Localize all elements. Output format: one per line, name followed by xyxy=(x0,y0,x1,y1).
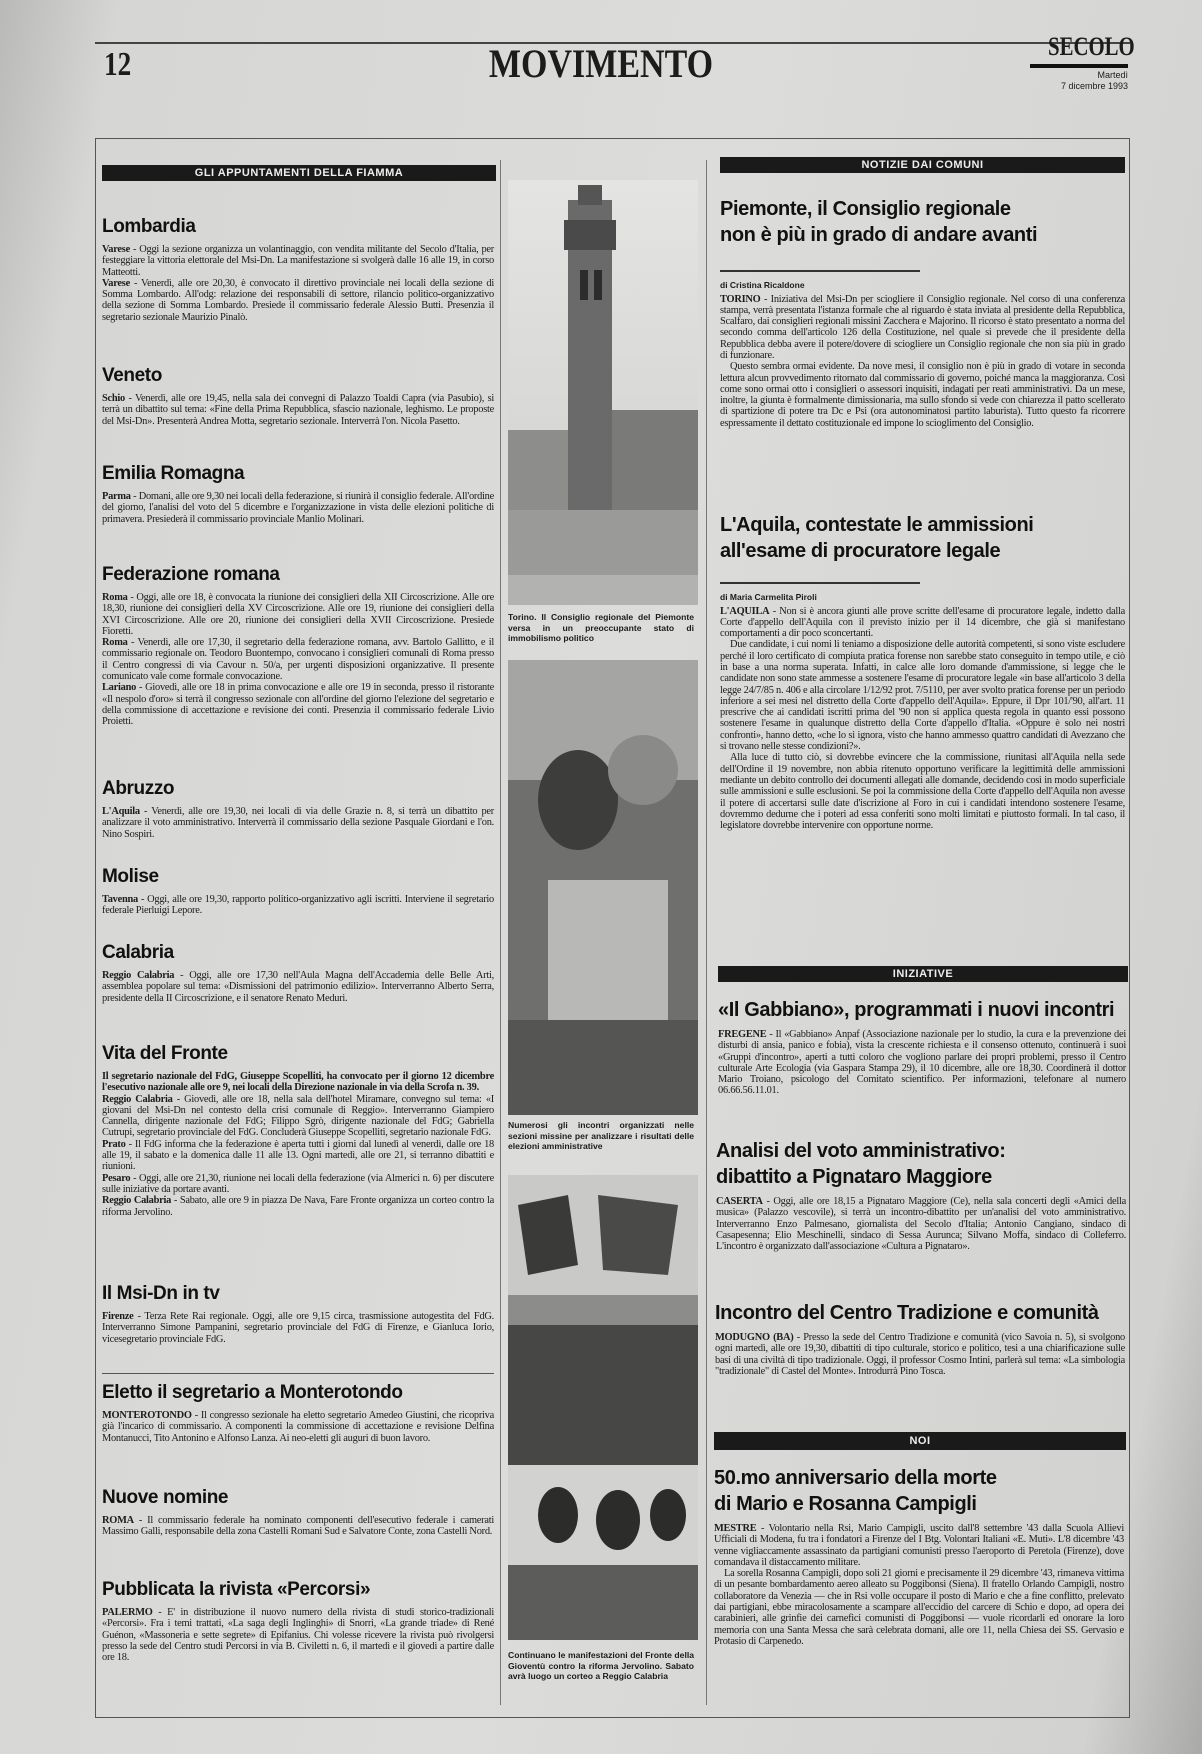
article-percorsi xyxy=(102,1579,494,1663)
paragraph-text: - Il congresso sezionale ha eletto segretario Amedeo Giustini, che ricopriva già l'incarico di commissario. A componenti la commissione di accettazione e revisione Delfina Montanucci, Tito Antonino e Alfonso Lanza. Ai neo-eletti gli auguri di buon lavoro. xyxy=(102,1410,494,1444)
article-calabria xyxy=(102,942,494,1004)
byline-rule xyxy=(720,582,920,584)
page-number: 12 xyxy=(104,46,132,83)
paragraph-text: - Il commissario federale ha nominato componenti dell'esecutivo federale i camerati Massimo Galli, responsabile della zona Castelli Romani Sud e Salvatore Conte, zona Castelli Nord. xyxy=(102,1515,494,1538)
photo-caption: Numerosi gli incontri organizzati nelle sezioni missine per analizzare i risultati delle elezioni amministrative xyxy=(508,1120,694,1151)
article-paragraph: Alla luce di tutto ciò, si dovrebbe evincere che la commissione, riunitasi all'Aquila nella sede dell'Ordine il 19 novembre, non abbia ritenuto opportuno verificare la legittimità delle ammissioni mediante un debito controllo dei documenti allegati alle domande, decidendo così in modo superficiale sulle ammissioni e sulle esclusioni. Se poi la commissione della Corte d'appello dell'Aquila non avesse il potere di accertarsi sulle date d'iscrizione al Foro in cui i candidati intendono sostenere l'esame, dovremmo dedurne che i poteri ad essa conferiti sono molti limitati e piuttosto formali. In tal caso, il legislatore dovrebbe intervenire con opportune norme. xyxy=(720,752,1125,832)
article-heading: Vita del Fronte xyxy=(102,1043,228,1064)
article-paragraph xyxy=(102,1139,494,1173)
paragraph-text: - E' in distribuzione il nuovo numero della rivista di studi storico-tradizionali «Percorsi». Fra i temi trattati, «La saga degli Inglinghi» di Snorri, «La grande triade» di René Guénon, «Massoneria e sette segrete» di Epifanius. Chi volesse ricevere la rivista può rivolgersi presso la sede del Centro studi Percorsi in via B. Civiletti n. 6, il martedì e il giovedì a partire dalle ore 18. xyxy=(102,1607,494,1664)
paragraph-text: - Venerdì, alle ore 20,30, è convocato il direttivo provinciale nei locali della sezione di Somma Lombardo. All'odg: relazione dei responsabili di settore, rilancio politico-organizzativo della sezione di Somma Lombardo. Presiede il commissario federale Alessio Butti. Presenzia il segretario sezionale Maurizio Pinalò. xyxy=(102,277,494,323)
paragraph-text: - Presso la sede del Centro Tradizione e comunità (vico Savoia n. 5), si svolgono ogni martedì, alle ore 19,30, dibattiti di tipo culturale, storico e politico, tesi a una chiarificazione sulle basi di una civiltà di tipo tradizionale. Oggi, il professor Cosmo Intini, parlerà sul tema: «La simbologia "tradizionale" di Castel del Monte». Introdurrà Pino Tosca. xyxy=(715,1332,1125,1377)
article-veneto xyxy=(102,365,494,427)
article-intro: Il segretario nazionale del FdG, Giuseppe Scopelliti, ha convocato per il giorno 12 dicembre l'esecutivo nazionale alle ore 9, nei locali della Direzione nazionale in via della Scrofa n. 39. xyxy=(102,1071,494,1094)
column-divider xyxy=(500,160,501,1705)
article-heading: Il Msi-Dn in tv xyxy=(102,1283,220,1304)
paragraph-text: - Volontario nella Rsi, Mario Campigli, uscito dall'8 settembre '43 dalla Scuola Allievi Ufficiali di Modena, fu tra i fondatori a Firenze del I Btg. Volontari Italiani «E. Muti». L'8 dicembre '43 venne vigliaccamente assassinato da partigiani comunisti presso l'aeroporto di Peretola (Firenze), dove comandava il distaccamento militare. xyxy=(714,1523,1124,1568)
article-monterotondo xyxy=(102,1382,494,1444)
photo-caption: Torino. Il Consiglio regionale del Piemonte versa in un preoccupante stato di immobilismo politico xyxy=(508,612,694,643)
article-paragraph xyxy=(716,1196,1126,1252)
article-nuove-nomine xyxy=(102,1487,494,1538)
photo-caption: Continuano le manifestazioni del Fronte della Gioventù contro la riforma Jervolino. Sabato avrà luogo un corteo a Reggio Calabria xyxy=(508,1650,694,1681)
logo-bar xyxy=(1030,64,1128,68)
place-lead: FREGENE xyxy=(718,1029,767,1040)
article-headline: «Il Gabbiano», programmati i nuovi incontri xyxy=(718,999,1115,1021)
newspaper-logo: SECOLO xyxy=(1048,32,1135,61)
paragraph-text: - Giovedì, alle ore 18, nella sala dell'hotel Miramare, convegno sul tema: «I giovani del Msi-Dn nel contesto della crisi comunale di Reggio». Interverranno Giampiero Cannella, dirigente nazionale del FdG; Filippo Sgrò, dirigente nazionale del FdG; Gabriella Cutrupi, segretario provinciale del FdG. Concluderà Giuseppe Scopelliti, segretario nazionale FdG. xyxy=(102,1093,494,1139)
place-lead: Reggio Calabria xyxy=(102,970,175,981)
article-paragraph xyxy=(102,682,494,727)
article-gabbiano xyxy=(718,997,1126,1097)
paragraph-text: - Oggi, alle ore 17,30 nell'Aula Magna dell'Accademia delle Belle Arti, assemblea popolare sul tema: «Dismissioni del patrimonio edilizio». Interverranno Alberto Serra, presidente della II Circoscrizione, e il senatore Renato Meduri. xyxy=(102,970,494,1004)
article-headline: 50.mo anniversario della morte di Mario e Rosanna Campigli xyxy=(714,1467,997,1515)
paragraph-text: - Venerdì, alle ore 17,30, il segretario della federazione romana, avv. Bartolo Gallitto, e il commissario regionale on. Teodoro Buontempo, convocano i consiglieri comunali di Roma presso il Centro congressi di via Cavour n. 50/a, per urgenti disposizioni organizzative. Il presente comunicato vale come formale convocazione. xyxy=(102,637,494,683)
section-divider xyxy=(102,1373,494,1374)
column-divider xyxy=(706,160,707,1705)
place-lead: Firenze xyxy=(102,1311,134,1322)
article-paragraph xyxy=(102,1515,494,1538)
article-paragraph xyxy=(718,1029,1126,1097)
place-lead: CASERTA xyxy=(716,1196,763,1207)
article-heading: Abruzzo xyxy=(102,778,175,799)
article-paragraph xyxy=(102,244,494,278)
photo-meeting xyxy=(508,660,698,1115)
article-heading: Molise xyxy=(102,866,159,887)
article-paragraph xyxy=(720,606,1125,640)
place-lead: Reggio Calabria xyxy=(102,1195,172,1207)
photo-torino-tower xyxy=(508,180,698,605)
place-lead: Lariano xyxy=(102,682,137,694)
place-lead: Roma xyxy=(102,637,128,649)
section-banner-appuntamenti: GLI APPUNTAMENTI DELLA FIAMMA xyxy=(102,165,496,181)
place-lead: ROMA xyxy=(102,1515,134,1526)
place-lead: MONTEROTONDO xyxy=(102,1410,192,1421)
article-campigli xyxy=(714,1465,1124,1647)
article-msi-dn-in-tv xyxy=(102,1283,494,1345)
paragraph-text: - Giovedì, alle ore 18 in prima convocazione e alle ore 19 in seconda, presso il ristorante «Il nespolo d'oro» si terrà il congresso sezionale con all'ordine del giorno l'elezione del segretario e della commissione di accettazione e revisione dei conti. Presenzia il commissario federale Livio Proietti. xyxy=(102,682,494,728)
place-lead: MODUGNO (BA) xyxy=(715,1332,794,1343)
article-paragraph xyxy=(714,1523,1124,1568)
paragraph-text: - Oggi la sezione organizza un volantinaggio, con vendita militante del Secolo d'Italia, per festeggiare la vittoria elettorale del Msi-Dn. La manifestazione si svolgerà dalle 16 alle 19, in corso Matteotti. xyxy=(102,244,494,278)
paragraph-text: - Il FdG informa che la federazione è aperta tutti i giorni dal lunedì al venerdì, dalle ore 18 alle 19, il sabato e la domenica dalle 11 alle 13. Ogni martedì, alle ore 21, si terranno dibattiti e riunioni. xyxy=(102,1138,494,1173)
article-paragraph xyxy=(715,1332,1125,1377)
article-analisi-voto xyxy=(716,1138,1126,1252)
place-lead: L'AQUILA xyxy=(720,605,770,617)
place-lead: PALERMO xyxy=(102,1607,153,1618)
section-title: MOVIMENTO xyxy=(488,41,714,86)
article-paragraph xyxy=(102,1173,494,1196)
section-banner-notizie: NOTIZIE DAI COMUNI xyxy=(720,157,1125,173)
article-molise xyxy=(102,866,494,917)
place-lead: Tavenna xyxy=(102,894,138,905)
issue-date xyxy=(1000,70,1128,92)
article-heading: Veneto xyxy=(102,365,162,386)
place-lead: Roma xyxy=(102,592,128,603)
article-headline: Analisi del voto amministrativo: dibattito a Pignataro Maggiore xyxy=(716,1140,1006,1188)
paragraph-text: - Oggi, alle ore 19,30, rapporto politico-organizzativo agli iscritti. Interviene il segretario federale Pierluigi Lepore. xyxy=(102,894,494,917)
place-lead: MESTRE xyxy=(714,1523,757,1534)
paragraph-text: - Oggi, alle ore 18,15 a Pignataro Maggiore (Ce), nella sala concerti degli «Amici della musica» (Palazzo vescovile), si terrà un incontro-dibattito per un'analisi del voto amministrativo. Interverranno Enzo Palmesano, giornalista del Secolo d'Italia; Antonio Cangiano, sindaco di Casapesenna; Elio Meschinelli, sindaco di Sessa Aurunca; Silvano Moffa, sindaco di Colleferro. L'incontro è organizzato dall'associazione «Cultura a Pignataro». xyxy=(716,1196,1126,1253)
article-paragraph xyxy=(102,637,494,682)
article-aquila xyxy=(720,512,1125,831)
section-banner-noi: NOI xyxy=(714,1432,1126,1450)
photo-demonstration xyxy=(508,1175,698,1640)
article-paragraph xyxy=(102,278,494,323)
date: 7 dicembre 1993 xyxy=(1060,81,1128,91)
article-headline: Piemonte, il Consiglio regionale non è più in grado di andare avanti xyxy=(720,198,1038,246)
place-lead: Reggio Calabria xyxy=(102,1093,173,1105)
place-lead: Schio xyxy=(102,393,126,404)
paragraph-text: - Oggi, alle ore 18, è convocata la riunione dei consiglieri della XII Circoscrizione. Alle ore 18,30, riunione dei consiglieri della XV Circoscrizione. Alle ore 19, riunione dei consiglieri della XVI Circoscrizione. Alle ore 20, riunione dei consiglieri della XVII Circoscrizione. Presiede Fioretti. xyxy=(102,592,494,637)
article-heading: Lombardia xyxy=(102,216,196,237)
article-paragraph: La sorella Rosanna Campigli, dopo soli 21 giorni e precisamente il 29 dicembre '43, rimaneva vittima di un pesante bombardamento aereo alleato su Poggibonsi (Siena). Il fratello Orlando Campigli, nostro collaboratore da Venezia — che in Rsi volle occupare il posto di Mario e che a fine conflitto, prelevato dai partigiani, ebbe miracolosamente a scampare all'eccidio del carcere di Schio e dopo, ad opera dei carabinieri, alle grinfie dei carnefici comunisti di Poggibonsi — vuole ricordarli ed onorare la loro memoria con una Santa Messa che sarà celebrata domani, alle ore 11, nella Chiesa dei SS. Gervasio e Protasio di Carpenedo. xyxy=(714,1568,1124,1647)
article-headline: L'Aquila, contestate le ammissioni all'esame di procuratore legale xyxy=(720,514,1034,562)
article-emilia-romagna xyxy=(102,463,494,525)
paragraph-text: - Oggi, alle ore 21,30, riunione nei locali della federazione (via Almerici n. 6) per discutere sulle iniziative da portare avanti. xyxy=(102,1172,494,1195)
article-paragraph xyxy=(720,294,1125,362)
paragraph-text: - Sabato, alle ore 9 in piazza De Nava, Fare Fronte organizza un corteo contro la riforma Jervolino. xyxy=(102,1195,494,1218)
article-piemonte xyxy=(720,196,1125,429)
place-lead: Parma xyxy=(102,491,131,502)
place-lead: L'Aquila xyxy=(102,806,140,817)
place-lead: Prato xyxy=(102,1138,126,1150)
paragraph-text: - Venerdì, alle ore 19,30, nei locali di via delle Grazie n. 8, si terrà un dibattito per analizzare il voto amministrativo. Interverrà il commissario della sezione Pasquale Giordani e l'on. Nino Sospiri. xyxy=(102,806,494,840)
byline: di Cristina Ricaldone xyxy=(720,279,805,290)
article-paragraph: Due candidate, i cui nomi li teniamo a disposizione delle autorità competenti, si sono viste escludere perché il loro certificato di compiuta pratica forense non sarebbe stato conseguito in tempo utile, e ciò in base a una norma superata. Infatti, in calce alle loro domande d'ammissione, si legge che le candidate non sono state ammesse a sostenere l'esame di procuratore legale «in base all'articolo 3 della legge 24/7/85 n. 406 e alla circolare 1/12/92 prot. 7/5110, per aver svolto pratica forense per un periodo inferiore a sei mesi nel distretto della Corte d'appello dell'Aquila». Eppure, il Dpr 101/'90, all'art. 11 prescrive che ai candidati iscritti prima del '90 non si applica questa regola in quanto essi possono sostenere l'esame in qualunque distretto della Corte d'appello d'Italia. «Oppure è solo nei nostri confronti», hanno detto, «che lo si ignora, visto che hanno ammesso quattro candidati di Avezzano che si trovano nelle stesse condizioni?». xyxy=(720,639,1125,753)
article-paragraph xyxy=(102,393,494,427)
article-paragraph xyxy=(102,1311,494,1345)
weekday: Martedì xyxy=(1097,70,1128,80)
article-headline: Incontro del Centro Tradizione e comunità xyxy=(715,1302,1099,1324)
article-paragraph xyxy=(102,592,494,637)
article-heading: Calabria xyxy=(102,942,174,963)
paragraph-text: - Terza Rete Rai regionale. Oggi, alle ore 9,15 circa, trasmissione autogestita del FdG. Interverranno Simone Pampanini, segretario provinciale del FdG di Firenze, e Gianluca Iorio, vicesegretario provinciale FdG. xyxy=(102,1311,494,1345)
article-paragraph xyxy=(102,1410,494,1444)
article-paragraph xyxy=(102,1195,494,1218)
article-paragraph xyxy=(102,970,494,1004)
place-lead: TORINO xyxy=(720,293,761,305)
article-abruzzo xyxy=(102,778,494,840)
article-lombardia xyxy=(102,216,494,323)
place-lead: Pesaro xyxy=(102,1172,131,1184)
article-heading: Eletto il segretario a Monterotondo xyxy=(102,1382,403,1403)
place-lead: Varese xyxy=(102,277,130,289)
paragraph-text: - Il «Gabbiano» Anpaf (Associazione nazionale per lo studio, la cura e la prevenzione dei disturbi di ansia, panico e fobia), vista la crescente richiesta e il consenso ottenuto, continuerà i suoi «Gruppi d'incontro», aperti a tutti coloro che vogliono parlare dei propri problemi, presso il Centro culturale Arte Ecologia (via Gaspara Stampa 29), il 10 dicembre, alle ore 18,30. Coordinerà il dottor Mario Troiano, psicologo del Comitato scientifico. Per informazioni, telefonare al numero 06.66.56.11.01. xyxy=(718,1029,1126,1097)
article-paragraph xyxy=(102,1094,494,1139)
article-paragraph xyxy=(102,806,494,840)
byline: di Maria Carmelita Piroli xyxy=(720,591,817,602)
article-paragraph xyxy=(102,1607,494,1663)
place-lead: Varese xyxy=(102,244,130,255)
paragraph-text: - Venerdì, alle ore 19,45, nella sala dei convegni di Palazzo Toaldi Capra (via Pasubio), si terrà un dibattito sul tema: «Fine della Prima Repubblica, sfascio nazionale, leghismo. Le proposte del Msi-Dn». Presenterà Andrea Motta, segretario sezionale. Interverrà l'on. Nicola Pasetto. xyxy=(102,393,494,427)
article-heading: Federazione romana xyxy=(102,564,280,585)
paragraph-text: - Iniziativa del Msi-Dn per sciogliere il Consiglio regionale. Nel corso di una conferenza stampa, verrà presentata l'istanza formale che al riguardo è stata inviata al presidente della Repubblica, Scalfaro, dai consiglieri regionali missini Zacchera e Majorino. Il ricorso è stato presentato a norma del secondo comma dell'articolo 126 della Costituzione, nel quale si prevede che il presidente della Repubblica debba avere il potere/dovere di sciogliere un Consiglio regionale che non sia più in grado di funzionare. xyxy=(720,293,1125,361)
article-heading: Pubblicata la rivista «Percorsi» xyxy=(102,1579,371,1600)
article-heading: Emilia Romagna xyxy=(102,463,245,484)
byline-rule xyxy=(720,270,920,272)
section-banner-iniziative: INIZIATIVE xyxy=(718,966,1128,982)
paragraph-text: - Non si è ancora giunti alle prove scritte dell'esame di procuratore legale, indetto dalla Corte d'appello dell'Aquila con il previsto inizio per il 14 dicembre, che già si manifestano comportamenti a dir poco sconcertanti. xyxy=(720,605,1125,640)
article-heading: Nuove nomine xyxy=(102,1487,229,1508)
article-vita-del-fronte xyxy=(102,1043,494,1218)
article-federazione-romana xyxy=(102,564,494,728)
article-centro-tradizione xyxy=(715,1300,1125,1377)
article-paragraph: Questo sembra ormai evidente. Da nove mesi, il consiglio non è più in grado di votare in seconda lettura alcun provvedimento ritornato dal commissario di governo, poiché manca la maggioranza. Così come sono ormai otto i consiglieri o assessori inquisiti, indagati per reati amministrativi. Da un mese, inoltre, la giunta è formalmente dimissionaria, ma sullo sfondo si vede con chiarezza il patto scellerato di spartizione di potere tra Dc e Psi (ora autonominatosi partito laburista). Tutto questo fa ricorrere espressamente il dettato costituzionale ed impone lo scioglimento del Consiglio. xyxy=(720,361,1125,429)
paragraph-text: - Domani, alle ore 9,30 nei locali della federazione, si riunirà il consiglio federale. All'ordine del giorno, l'analisi del voto del 5 dicembre e l'organizzazione in vista delle elezioni politiche di primavera. Presiederà il commissario provinciale Manlio Molinari. xyxy=(102,491,494,525)
article-paragraph xyxy=(102,894,494,917)
article-paragraph xyxy=(102,491,494,525)
